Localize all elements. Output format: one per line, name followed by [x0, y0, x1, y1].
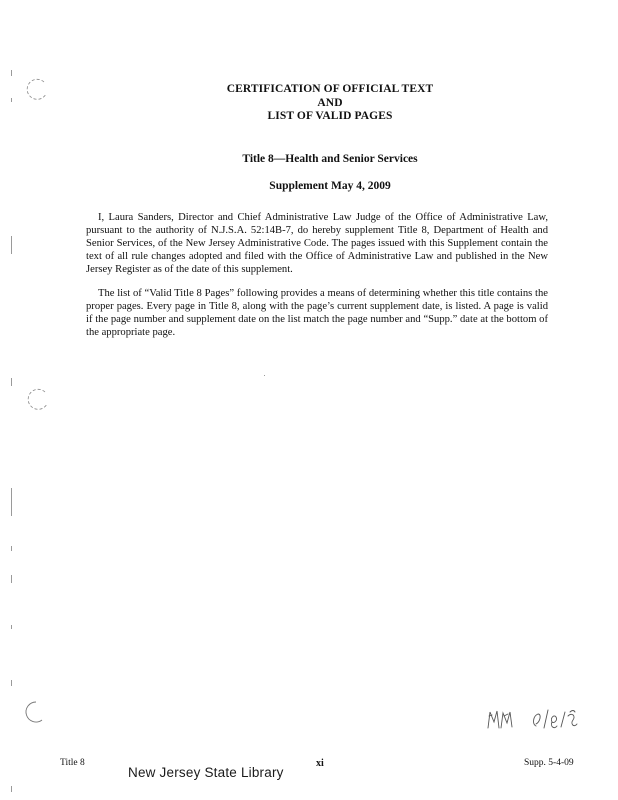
footer-page-number: xi	[316, 758, 324, 769]
margin-mark	[11, 378, 12, 386]
title-heading: Title 8—Health and Senior Services	[242, 153, 418, 165]
supplement-date-heading: Supplement May 4, 2009	[269, 180, 391, 192]
punch-hole	[27, 388, 51, 412]
margin-mark	[11, 625, 12, 629]
header-line-2: AND	[317, 96, 343, 109]
margin-mark	[11, 70, 12, 76]
library-stamp: New Jersey State Library	[128, 765, 284, 780]
header-line-1: CERTIFICATION OF OFFICIAL TEXT	[226, 83, 434, 95]
margin-mark	[11, 786, 12, 792]
certification-header	[120, 83, 540, 124]
header-line-3: LIST OF VALID PAGES	[267, 110, 393, 122]
margin-mark	[11, 236, 12, 254]
footer-title: Title 8	[60, 758, 85, 768]
scan-speck	[264, 375, 265, 376]
punch-hole	[24, 700, 48, 724]
margin-mark	[11, 98, 12, 102]
punch-hole	[26, 78, 50, 102]
margin-mark	[11, 680, 12, 686]
valid-pages-paragraph: The list of “Valid Title 8 Pages” following provides a means of determining whether this title contains the proper pages. Every page in Title 8, along with the page’s current supplement date, is listed. A page is valid if the page number and supplement date on the list match the page number and “Supp.” date at the bottom of the appropriate page.	[86, 288, 548, 338]
margin-mark	[11, 488, 12, 516]
footer-supplement-date: Supp. 5-4-09	[524, 758, 574, 768]
margin-mark	[11, 575, 12, 583]
certification-paragraph: I, Laura Sanders, Director and Chief Administrative Law Judge of the Office of Administrative Law, pursuant to the authority of N.J.S.A. 52:14B-7, do hereby supplement Title 8, Department of Health and Senior Services, of the New Jersey Administrative Code. The pages issued with this Supplement contain the text of all rule changes adopted and filed with the Office of Administrative Law and published in the New Jersey Register as of the date of this supplement.	[86, 212, 548, 275]
handwritten-initials-signature	[484, 702, 580, 736]
margin-mark	[11, 546, 12, 551]
